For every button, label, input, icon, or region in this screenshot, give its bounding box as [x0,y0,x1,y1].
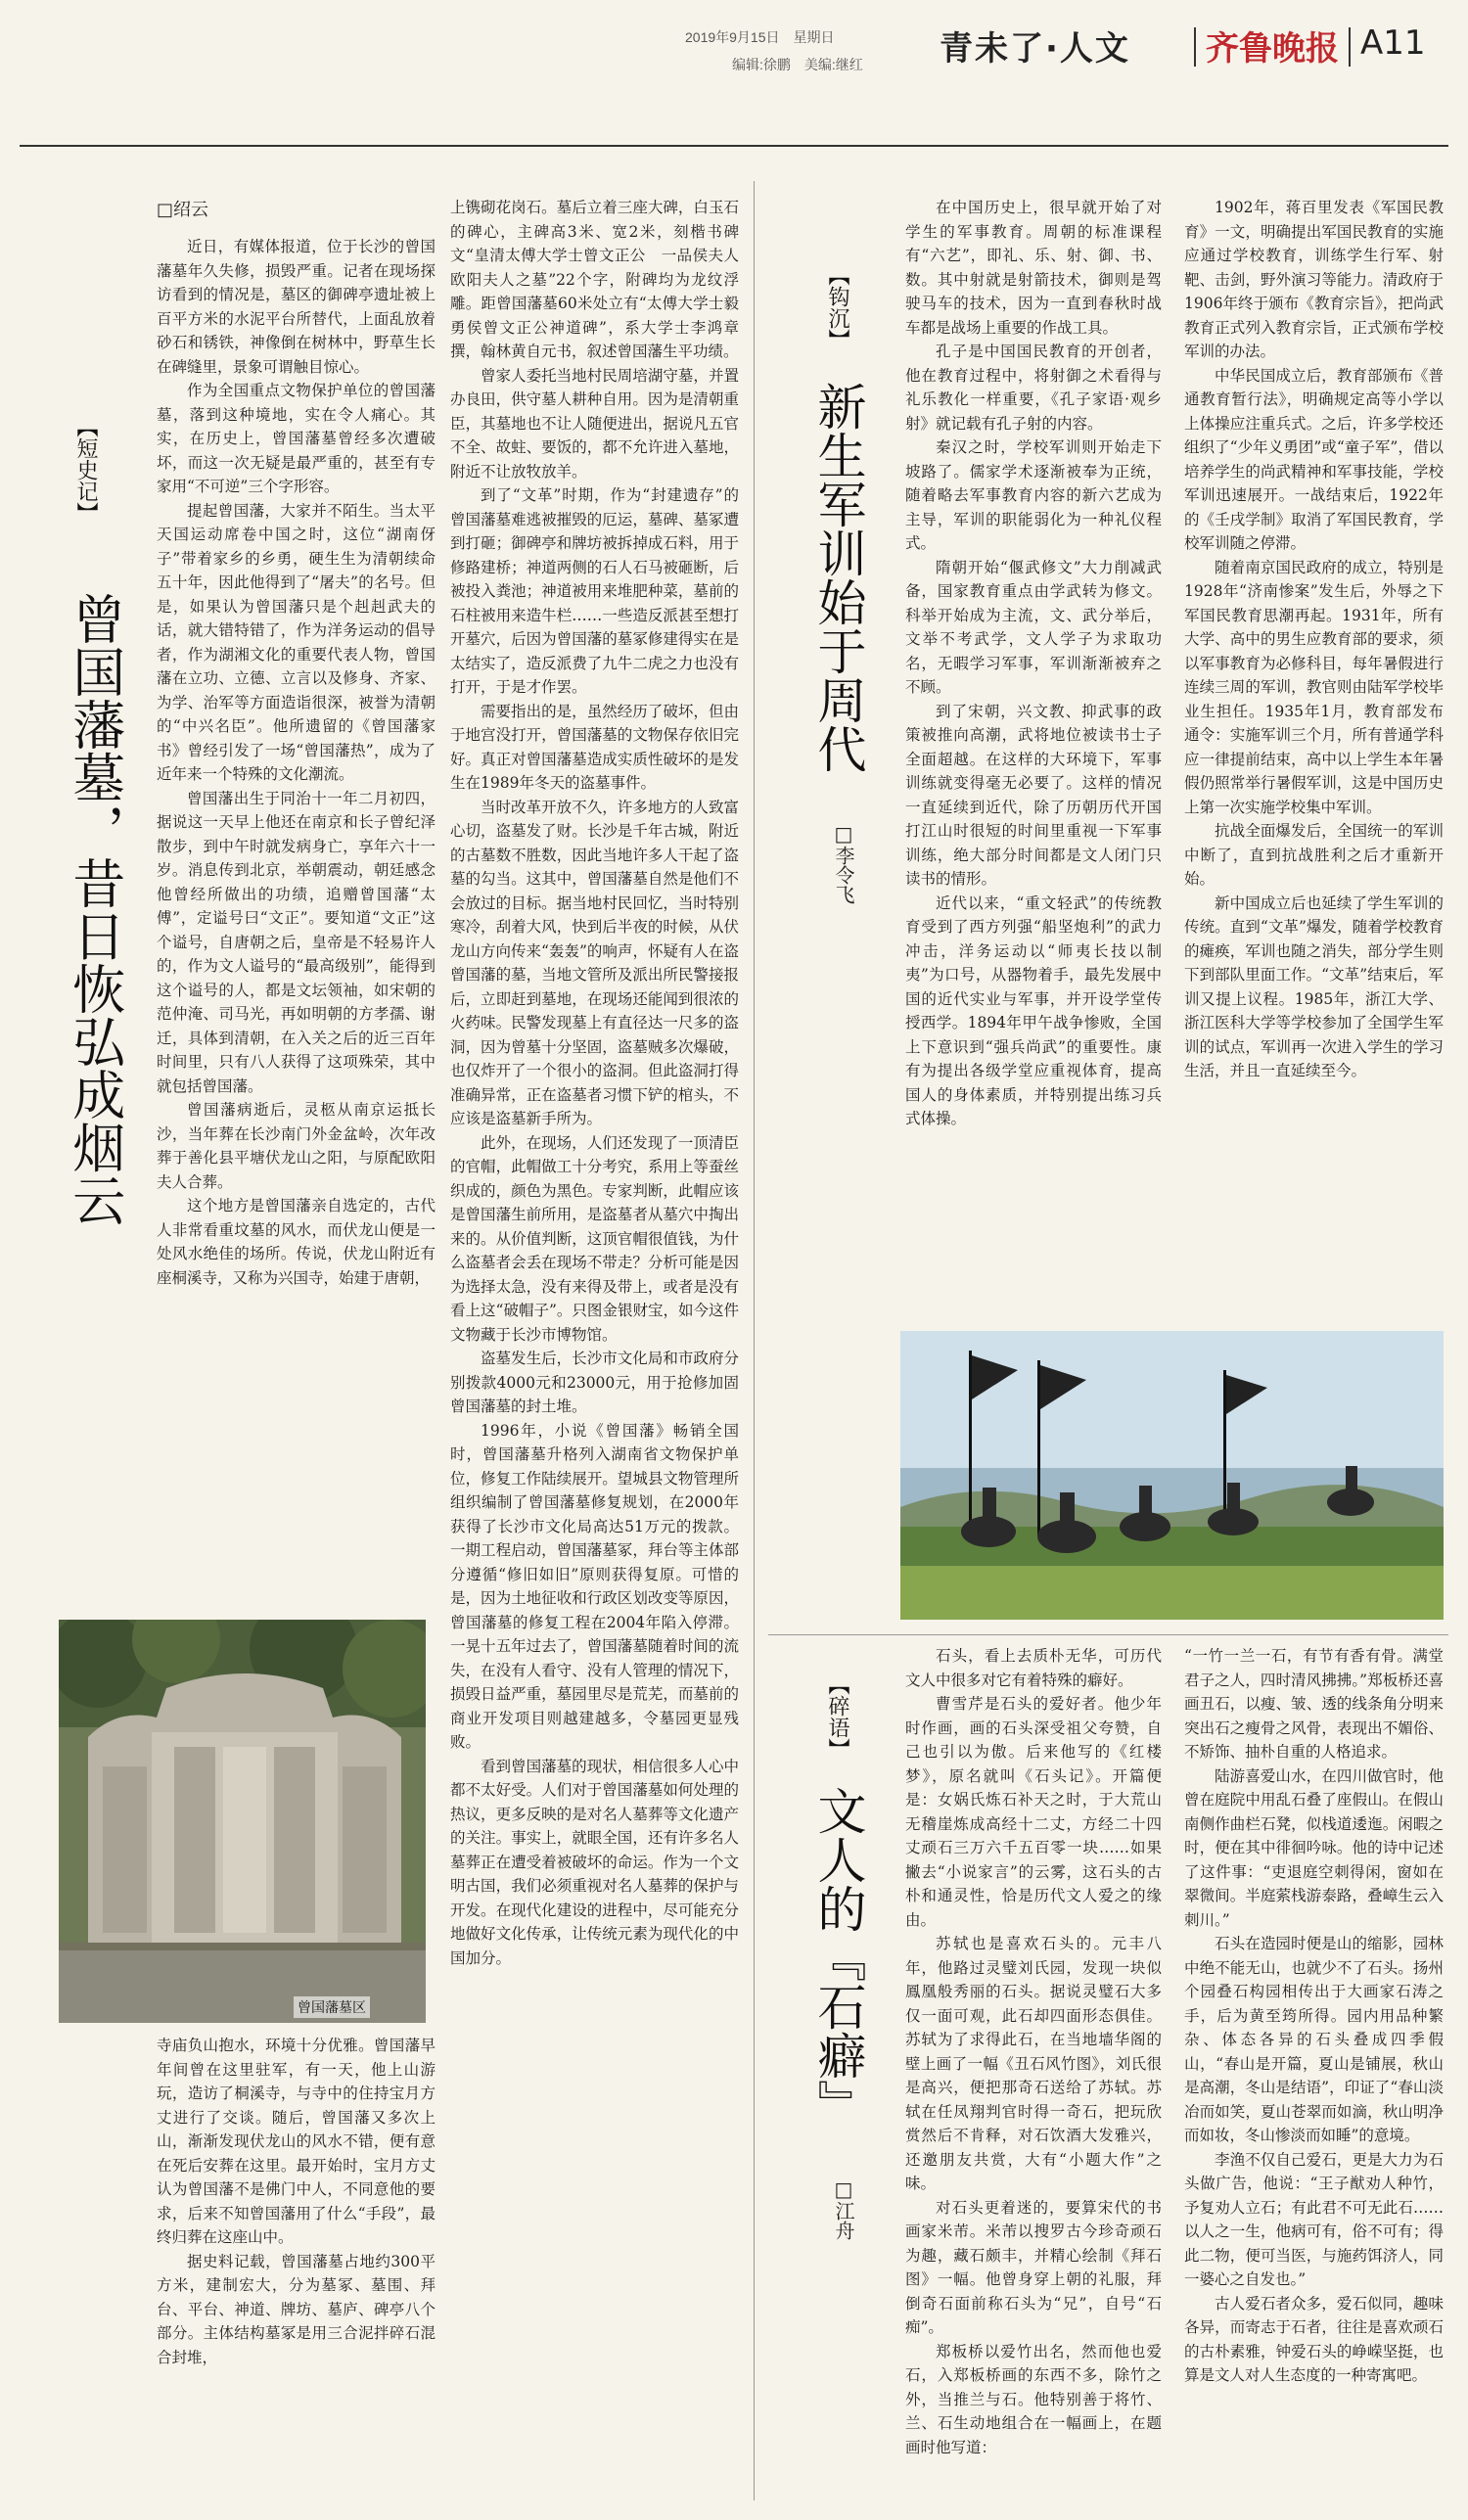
paragraph: 在中国历史上，很早就开始了对学生的军事教育。周朝的标准课程有“六艺”，即礼、乐、射、御、书、数。其中射就是射箭技术，御则是驾驶马车的技术，因为一直到春秋时战车都是战场上重要的作战工具。 [905,199,1162,337]
article2-col2 [1184,196,1444,1311]
paragraph: 需要指出的是，虽然经历了破坏，但由于地宫没打开，曾国藩墓的文物保存依旧完好。真正对曾国藩墓造成实质性破坏的是发生在1989年冬天的盗墓事件。 [450,702,739,792]
paragraph: 看到曾国藩墓的现状，相信很多人心中都不太好受。人们对于曾国藩墓如何处理的热议，更多反映的是对名人墓葬等文化遗产的关注。事实上，就眼全国，还有许多名人墓葬正在遭受着被破坏的命运。作为一个文明古国，我们必须重视对名人墓葬的保护与开发。在现代化建设的进程中，尽可能充分地做好文化传承，让传统元素为现代化的中国加分。 [450,1757,739,1967]
section-divider [768,1634,1448,1635]
section-title: 青未了·人文 [940,29,1130,69]
paragraph: 孔子是中国国民教育的开创者，他在教育过程中，将射御之术看得与礼乐教化一样重要，《孔子家语·观乡射》就记载有孔子射的内容。 [905,343,1162,433]
paragraph: 上镌砌花岗石。墓后立着三座大碑，白玉石的碑心，主碑高3米、宽2米，刻楷书碑文“皇清太傅大学士曾文正公 一品侯夫人欧阳夫人之墓”22个字，附碑均为龙纹浮雕。距曾国藩墓60米处立有“太傅大学士毅勇侯曾文正公神道碑”，系大学士李鸿章撰，翰林黄自元书，叙述曾国藩生平功绩。 [450,199,739,360]
article1-col1-top [157,235,436,1605]
paragraph: 新中国成立后也延续了学生军训的传统。直到“文革”爆发，随着学校教育的瘫痪，军训也随之消失，部分学生则下到部队里面工作。“文革”结束后，军训又提上议程。1985年，浙江大学、浙江医科大学等学校参加了全国学生军训的试点，军训再一次进入学生的学习生活，并且一直延续至今。 [1184,893,1444,1079]
article1-col2 [450,196,739,2496]
paragraph: 郑板桥以爱竹出名，然而他也爱石，入郑板桥画的东西不多，除竹之外，当推兰与石。他特别善于将竹、兰、石生动地组合在一幅画上，在题画时他写道： [905,2342,1162,2456]
tomb-photo-caption: 曾国藩墓区 [294,1996,370,2018]
article2-title: 新生军训始于周代 [809,382,867,773]
paragraph: 当时改革开放不久，许多地方的人致富心切，盗墓发了财。长沙是千年古城，附近的古墓数不胜数，因此当地许多人干起了盗墓的勾当。这其中，曾国藩墓自然是他们不会放过的目标。据当地村民回忆，当时特别寒冷，刮着大风，快到后半夜的时候，从伏龙山方向传来“轰轰”的响声，怀疑有人在盗曾国藩的墓，当地文管所及派出所民警接报后，立即赶到墓地，在现场还能闻到很浓的火药味。民警发现墓上有直径达一尺多的盗洞，因为曾墓十分坚固，盗墓贼多次爆破，也仅炸开了一个很小的盗洞。但此盗洞打得准确异常，正在盗墓者习惯下铲的棺头，不应该是盗墓新手所为。 [450,798,739,1127]
paragraph: 盗墓发生后，长沙市文化局和市政府分别拨款4000元和23000元，用于抢修加固曾国藩墓的封土堆。 [450,1350,739,1415]
article2-byline: □李令飞 [832,822,855,904]
paragraph: 秦汉之时，学校军训则开始走下坡路了。儒家学术逐渐被奉为正统，随着略去军事教育内容的新六艺成为主导，军训的职能弱化为一种礼仪程式。 [905,438,1162,552]
paragraph: 曾国藩出生于同治十一年二月初四，据说这一天早上他还在南京和长子曾纪泽散步，到中午时就发病身亡，享年六十一岁。消息传到北京，举朝震动，朝廷感念他曾经所做出的功绩，追赠曾国藩“太傅”，定谥号曰“文正”。要知道“文正”这个谥号，自唐朝之后，皇帝是不轻易许人的，作为文人谥号的“最高级别”，能得到这个谥号的人，都是文坛领袖，如宋朝的范仲淹、司马光，再如明朝的方孝孺、谢迁，具体到清朝，在入关之后的近三百年时间里，只有八人获得了这项殊荣，其中就包括曾国藩。 [157,789,436,1095]
article2-col1 [905,196,1162,1311]
article2-tag: 【钩沉】 [825,264,849,350]
paragraph: 近代以来，“重文轻武”的传统教育受到了西方列强“船坚炮利”的武力冲击，洋务运动以“师夷长技以制夷”为口号，从器物着手，最先发展中国的近代实业与军事，并开设学堂传授西学。1894年甲午战争惨败，全国上下意识到“强兵尚武”的重要性。康有为提出各级学堂应重视体育，提高国人的身体素质，并特别提出练习兵式体操。 [905,893,1162,1127]
paragraph: 对石头更着迷的，要算宋代的书画家米芾。米芾以搜罗古今珍奇顽石为趣，藏石颇丰，并精心绘制《拜石图》一幅。他曾身穿上朝的礼服，拜倒奇石面前称石头为“兄”，自号“石痴”。 [905,2198,1162,2336]
article1-title: 曾国藩墓，昔日恢弘成烟云 [64,592,126,1226]
paragraph: 作为全国重点文物保护单位的曾国藩墓，落到这种境地，实在令人痛心。其实，在历史上，曾国藩墓曾经多次遭破坏，而这一次无疑是最严重的，甚至有专家用“不可逆”三个字形容。 [157,382,436,495]
paragraph: 中华民国成立后，教育部颁布《普通教育暂行法》，明确规定高等小学以上体操应注重兵式。之后，许多学校还组织了“少年义勇团”或“童子军”，借以培养学生的尚武精神和军事技能，学校军训迅速展开。一战结束后，1922年的《壬戌学制》取消了军国民教育，学校军训随之停滞。 [1184,366,1444,552]
paragraph: 隋朝开始“偃武修文”大力削减武备，国家教育重点由学武转为修文。科举开始成为主流，文、武分举后，文举不考武学，文人学子为求取功名，无暇学习军事，军训渐渐被弃之不顾。 [905,558,1162,696]
paragraph: “一竹一兰一石，有节有香有骨。满堂君子之人，四时清风拂拂。”郑板桥还喜画丑石，以瘦、皱、透的线条角分明来突出石之瘦骨之风骨，表现出不媚俗、不矫饰、抽朴自重的人格追求。 [1184,1647,1444,1761]
article1-tag: 【短史记】 [73,416,98,524]
column-divider [754,181,755,2500]
masthead-rule [20,145,1448,147]
paragraph: 1996年，小说《曾国藩》畅销全国时，曾国藩墓升格列入湖南省文物保护单位，修复工作陆续展开。望城县文物管理所组织编制了曾国藩墓修复规划，在2000年获得了长沙市文化局高达51万元的拨款。一期工程启动，曾国藩墓冢，拜台等主体部分遵循“修旧如旧”原则获得复原。可惜的是，因为土地征收和行政区划改变等原因，曾国藩墓的修复工程在2004年陷入停滞。一晃十五年过去了，曾国藩墓随着时间的流失，在没有人看守、没有人管理的情况下，损毁日益严重，墓园里尽是荒芜，而墓前的商业开发项目则越建越多，令墓园更显残败。 [450,1421,739,1751]
newspaper-logo: 齐鲁晚报 [1206,29,1339,69]
article3-tag: 【碎语】 [825,1673,849,1760]
paragraph: 提起曾国藩，大家并不陌生。当太平天国运动席卷中国之时，这位“湖南伢子”带着家乡的乡勇，硬生生为清朝续命五十年，因此他得到了“屠夫”的名号。但是，如果认为曾国藩只是个赳赳武夫的话，就大错特错了，作为洋务运动的倡导者，作为湖湘文化的重要代表人物，曾国藩在立功、立德、立言以及修身、齐家、为学、治军等方面造诣很深，被誉为清朝的“中兴名臣”。他所遗留的《曾国藩家书》曾经引发了一场“曾国藩热”，成为了近年来一个特殊的文化潮流。 [157,501,436,783]
paragraph: 苏轼也是喜欢石头的。元丰八年，他路过灵璧刘氏园，发现一块似鳳凰般秀丽的石头。据说灵璧石大多仅一面可观，此石却四面形态俱佳。苏轼为了求得此石，在当地墙华阁的壁上画了一幅《丑石风竹图》，刘氏很是高兴，便把那奇石送给了苏轼。苏轼在任凤翔判官时得一奇石，把玩欣赏然后不肯释，对石饮酒大发雅兴，还邀朋友共赏，大有“小题大作”之味。 [905,1935,1162,2192]
article3-title: 文人的『石癖』 [809,1786,867,2129]
article3-col2 [1184,1644,1444,2505]
paragraph: 随着南京国民政府的成立，特别是1928年“济南惨案”发生后，外辱之下军国民教育思潮再起。1931年，所有大学、高中的男生应教育部的要求，须以军事教育为必修科目，每年暑假进行连续三周的军训，教官则由陆军学校毕业生担任。1935年1月，教育部发布通令：实施军训三个月，所有普通学科应一律提前结束，高中以上学生本年暑假仍照常举行暑假军训，这是中国历史上第一次实施学校集中军训。 [1184,558,1444,816]
paragraph: 石头在造园时便是山的缩影，园林中绝不能无山，也就少不了石头。扬州个园叠石构园相传出于大画家石涛之手，后为黄至筠所得。园内用品种繁杂、体态各异的石头叠成四季假山，“春山是开篇，夏山是铺展，秋山是高潮，冬山是结语”，印证了“春山淡冶而如笑，夏山苍翠而如滴，秋山明净而如妆，冬山惨淡而如睡”的意境。 [1184,1935,1444,2144]
paragraph: 据史料记载，曾国藩墓占地约300平方米，建制宏大，分为墓冢、墓围、拜台、平台、神道、牌坊、墓庐、碑亭八个部分。主体结构墓冢是用三合泥拌碎石混合封堆， [157,2252,436,2366]
page-number: A11 [1360,23,1426,63]
paragraph: 到了“文革”时期，作为“封建遗存”的曾国藩墓难逃被摧毁的厄运，墓碑、墓冢遭到打砸；御碑亭和牌坊被拆掉成石料，用于修路建桥；神道两侧的石人石马被砸断，后被投入粪池；神道被用来堆肥种菜，墓前的石柱被用来造牛栏……一些造反派甚至想打开墓穴，后因为曾国藩的墓冢修建得实在是太结实了，造反派费了九牛二虎之力也没有打开，于是才作罢。 [450,486,739,696]
paragraph: 陆游喜爱山水，在四川做官时，他曾在庭院中用乱石叠了座假山。在假山南侧作曲栏石凳，似栈道逶迤。闲暇之时，便在其中徘徊吟咏。他的诗中记述了这件事：“吏退庭空刺得闲，窗如在翠微间。半庭萦栈游泰路，叠嶂生云入刺川。” [1184,1766,1444,1929]
masthead-divider [1194,27,1196,67]
masthead-date: 2019年9月15日 星期日 [685,29,835,45]
paragraph: 石头，看上去质朴无华，可历代文人中很多对它有着特殊的癖好。 [905,1647,1162,1689]
paragraph: 曾国藩病逝后，灵柩从南京运抵长沙，当年葬在长沙南门外金盆岭，次年改葬于善化县平塘伏龙山之阳，与原配欧阳夫人合葬。 [157,1101,436,1191]
paragraph: 这个地方是曾国藩亲自选定的，古代人非常看重坟墓的风水，而伏龙山便是一处风水绝佳的场所。传说，伏龙山附近有座桐溪寺，又称为兴国寺，始建于唐朝， [157,1197,436,1287]
paragraph: 到了宋朝，兴文教、抑武事的政策被推向高潮，武将地位被读书士子全面超越。在这样的大环境下，军事训练就变得毫无必要了。这样的情况一直延续到近代，除了历朝历代开国打江山时很短的时间里重视一下军事训练，绝大部分时间都是文人闭门只读书的情形。 [905,702,1162,888]
masthead-divider [1349,27,1351,67]
paragraph: 近日，有媒体报道，位于长沙的曾国藩墓年久失修，损毁严重。记者在现场探访看到的情况是，墓区的御碑亭遗址被上百平方米的水泥平台所替代，上面乱放着砂石和锈铁，神像倒在树林中，野草生长在碑缝里，景象可谓触目惊心。 [157,238,436,376]
paragraph: 李渔不仅自己爱石，更是大力为石头做广告，他说：“王子猷劝人种竹，予复劝人立石；有此君不可无此石……以人之一生，他病可有，俗不可有；得此二物，便可当医，与施药饵济人，同一婆心之自发也。” [1184,2150,1444,2288]
paragraph: 曹雪芹是石头的爱好者。他少年时作画，画的石头深受祖父夸赞，自己也引以为傲。后来他写的《红楼梦》，原名就叫《石头记》。开篇便是：女娲氏炼石补天之时，于大荒山无稽崖炼成高经十二丈，方经二十四丈顽石三万六千五百零一块……如果撇去“小说家言”的云雾，这石头的古朴和通灵性，恰是历代文人爱之的缘由。 [905,1695,1162,1929]
tomb-photo [59,1620,426,2023]
paragraph: 抗战全面爆发后，全国统一的军训中断了，直到抗战胜利之后才重新开始。 [1184,822,1444,888]
paragraph: 1902年，蒋百里发表《军国民教育》一文，明确提出军国民教育的实施应通过学校教育，训练学生行军、射靶、击剑，野外演习等能力。清政府于1906年终于颁布《教育宗旨》，把尚武教育正式列入教育宗旨，正式颁布学校军训的办法。 [1184,199,1444,360]
article3-col1 [905,1644,1162,2505]
masthead-editor: 编辑:徐鹏 美编:继红 [732,57,863,72]
soldiers-photo [900,1331,1444,1620]
article1-col1-bottom [157,2034,436,2494]
paragraph: 寺庙负山抱水，环境十分优雅。曾国藩早年间曾在这里驻军，有一天，他上山游玩，造访了桐溪寺，与寺中的住持宝月方丈进行了交谈。随后，曾国藩又多次上山，渐渐发现伏龙山的风水不错，便有意在死后安葬在这里。最开始时，宝月方丈认为曾国藩不是佛门中人，不同意他的要求，后来不知曾国藩用了什么“手段”，最终归葬在这座山中。 [157,2037,436,2246]
paragraph: 曾家人委托当地村民周培湖守墓，并置办良田，供守墓人耕种自用。因为是清朝重臣，其墓地也不让人随便进出，据说凡五官不全、故蛀、要饭的，都不允许进入墓地，附近不让放牧放羊。 [450,366,739,481]
article3-byline: □江舟 [832,2177,855,2240]
paragraph: 古人爱石者众多，爱石似同，趣味各异，而寄志于石者，往往是喜欢顽石的古朴素雅，钟爱石头的峥嵘坚挺，也算是文人对人生态度的一种寄寓吧。 [1184,2294,1444,2384]
paragraph: 此外，在现场，人们还发现了一顶清臣的官帽，此帽做工十分考究，系用上等蚕丝织成的，颜色为黑色。专家判断，此帽应该是曾国藩生前所用，是盗墓者从墓穴中掏出来的。从价值判断，这顶官帽很值钱，为什么盗墓者会丢在现场不带走？分析可能是因为选择太急，没有来得及带上，或者是没有看上这“破帽子”。只图金银财宝，如今这件文物藏于长沙市博物馆。 [450,1133,739,1344]
article1-byline: □绍云 [157,200,209,220]
